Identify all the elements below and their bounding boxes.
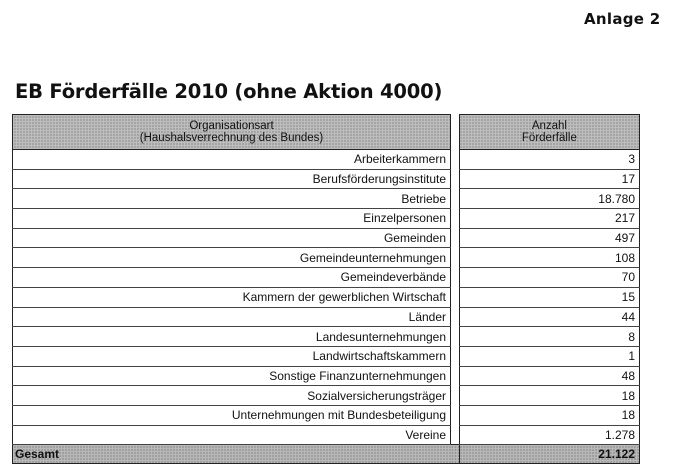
organization-type-cell: Landwirtschaftskammern (13, 346, 451, 366)
organization-type-cell: Unternehmungen mit Bundesbeteiligung (13, 405, 451, 425)
organization-type-cell: Arbeiterkammern (13, 150, 451, 170)
organization-type-cell: Kammern der gewerblichen Wirtschaft (13, 287, 451, 307)
organization-type-cell: Sozialversicherungsträger (13, 386, 451, 406)
case-count-cell: 1.278 (459, 425, 639, 445)
document-title: EB Förderfälle 2010 (ohne Aktion 4000) (15, 80, 443, 103)
organization-type-cell: Vereine (13, 425, 451, 445)
table-row (13, 307, 640, 327)
case-count-cell: 18 (459, 386, 639, 406)
case-count-cell: 48 (459, 366, 639, 386)
table-row (13, 346, 640, 366)
organization-type-cell: Betriebe (13, 189, 451, 209)
table-row (13, 386, 640, 406)
column-header-organization-type-line2: (Haushalsverrechnung des Bundes) (139, 132, 324, 144)
case-count-cell: 15 (459, 287, 639, 307)
table-row (13, 366, 640, 386)
row-gap (451, 366, 460, 386)
table-row (13, 209, 640, 229)
organization-type-cell: Gemeindeunternehmungen (13, 248, 451, 268)
annex-label: Anlage 2 (584, 10, 661, 28)
row-gap (451, 425, 460, 445)
table-row (13, 327, 640, 347)
row-gap (451, 228, 460, 248)
column-header-organization-type-line1: Organisationsart (189, 120, 274, 132)
table-row (13, 189, 640, 209)
column-gap (451, 115, 460, 150)
organization-type-cell: Landesunternehmungen (13, 327, 451, 347)
organization-type-cell: Gemeinden (13, 228, 451, 248)
case-count-cell: 3 (459, 150, 639, 170)
total-count: 21.122 (459, 445, 639, 464)
table-row (13, 169, 640, 189)
row-gap (451, 346, 460, 366)
column-header-organization-type (13, 115, 451, 150)
table-row (13, 405, 640, 425)
case-count-cell: 44 (459, 307, 639, 327)
case-count-cell: 217 (459, 209, 639, 229)
row-gap (451, 248, 460, 268)
case-count-cell: 18 (459, 405, 639, 425)
column-header-case-count-line1: Anzahl (531, 120, 567, 132)
row-gap (451, 209, 460, 229)
row-gap (451, 287, 460, 307)
row-gap (451, 169, 460, 189)
case-count-cell: 8 (459, 327, 639, 347)
organization-type-cell: Sonstige Finanzunternehmungen (13, 366, 451, 386)
total-gap (451, 445, 460, 464)
table-row (13, 425, 640, 445)
organization-type-cell: Einzelpersonen (13, 209, 451, 229)
case-count-cell: 1 (459, 346, 639, 366)
total-row (13, 445, 640, 464)
funding-cases-table (12, 114, 640, 464)
row-gap (451, 189, 460, 209)
case-count-cell: 497 (459, 228, 639, 248)
table-row (13, 150, 640, 170)
table-header (13, 115, 640, 150)
organization-type-cell: Berufsförderungsinstitute (13, 169, 451, 189)
row-gap (451, 307, 460, 327)
case-count-cell: 70 (459, 268, 639, 288)
case-count-cell: 108 (459, 248, 639, 268)
column-header-case-count (459, 115, 639, 150)
row-gap (451, 268, 460, 288)
case-count-cell: 18.780 (459, 189, 639, 209)
row-gap (451, 386, 460, 406)
row-gap (451, 150, 460, 170)
table-row (13, 248, 640, 268)
total-label: Gesamt (13, 445, 451, 464)
column-header-case-count-line2: Förderfälle (521, 132, 577, 144)
case-count-cell: 17 (459, 169, 639, 189)
row-gap (451, 405, 460, 425)
table-row (13, 268, 640, 288)
organization-type-cell: Gemeindeverbände (13, 268, 451, 288)
organization-type-cell: Länder (13, 307, 451, 327)
table-row (13, 228, 640, 248)
table-row (13, 287, 640, 307)
row-gap (451, 327, 460, 347)
